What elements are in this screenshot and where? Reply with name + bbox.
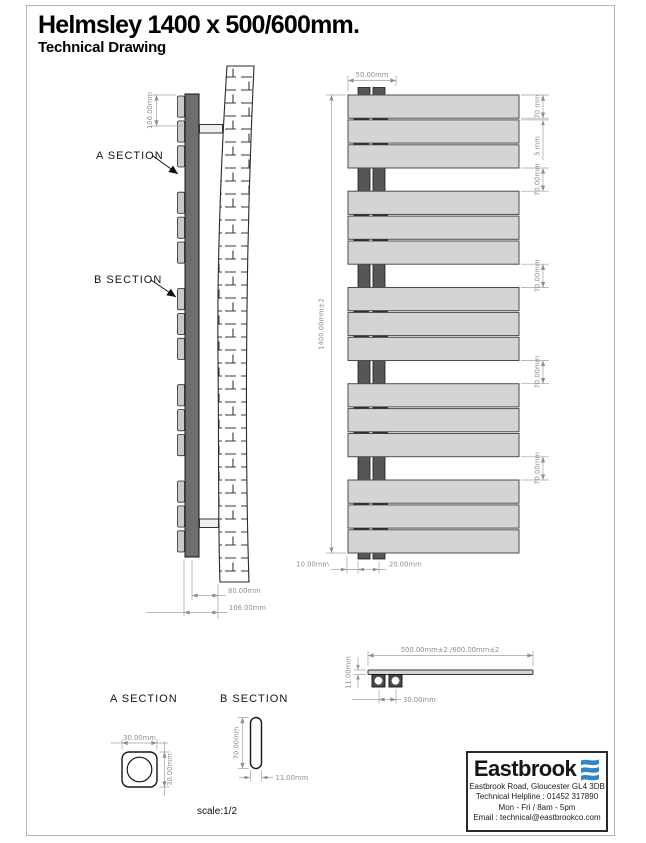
section-b-dim-height-label: 70.00mm [232, 726, 241, 760]
dim-tube-spacing-label: 30.00mm [403, 696, 436, 704]
section-b-flat-panel-profile [251, 718, 262, 769]
section-a-dim-height [160, 742, 175, 797]
section-a-callout-label: A SECTION [96, 150, 164, 162]
dim-overall-width-label: 500.00mm±2 /600.00mm±2 [400, 646, 500, 654]
dim-overall-depth-label: 106.00mm [229, 604, 267, 612]
section-a-dim-width-label: 30.00mm [123, 734, 156, 742]
dim-tube-spacing [352, 689, 436, 704]
side-view [94, 66, 266, 619]
dim-tube-span [348, 71, 396, 91]
section-a-dim-width [111, 734, 168, 750]
dim-group-gap-1-label: 70.00mm [533, 163, 542, 196]
section-a-title: A SECTION [110, 693, 178, 705]
dim-overall-width [368, 646, 533, 666]
dim-panel-thickness-label: 11.00mm [344, 656, 353, 689]
section-b-dim-width [239, 771, 309, 783]
footer-address: Eastbrook Road, Gloucester GL4 3DB [469, 782, 605, 791]
section-a-dim-height-label: 30.00mm [166, 753, 174, 786]
top-view [345, 646, 534, 704]
dim-chain-right [521, 94, 549, 485]
wall-bracket-bottom [200, 519, 219, 528]
page-title: Helmsley 1400 x 500/600mm. [38, 11, 360, 39]
section-b-callout-label: B SECTION [94, 274, 163, 286]
dim-bottom-tube-spacing-label: 20.00mm [389, 560, 422, 569]
footer-helpline: Technical Helpline : 01452 317890 [475, 792, 599, 802]
section-a-leader [153, 156, 178, 174]
wall-bracket-top [200, 125, 223, 134]
dim-bottom-offset-label: 10.00mm [296, 560, 329, 569]
brick-wall [218, 66, 254, 582]
sheet-border [27, 6, 615, 836]
section-a-bore [127, 757, 152, 782]
dim-tube-span-label: 50.00mm [355, 71, 389, 79]
eastbrook-waves-logo-icon [580, 758, 600, 781]
page-subtitle: Technical Drawing [38, 39, 167, 56]
section-b-title: B SECTION [220, 693, 289, 705]
footer-hours: Mon - Fri / 8am - 5pm [498, 802, 576, 812]
section-b-detail [220, 693, 309, 782]
radiator-side-bar [185, 94, 199, 557]
dim-overall-height [318, 95, 347, 553]
section-b-dim-width-label: 11.00mm [275, 774, 309, 782]
dim-overall-height-label: 1400.00mm±2 [317, 298, 326, 350]
front-view [296, 71, 549, 574]
brand-row [468, 756, 606, 782]
tube-1-bore [375, 677, 383, 685]
section-b-dim-height [233, 718, 249, 769]
section-b-leader [151, 280, 176, 297]
panel-top-profile [368, 670, 533, 675]
dim-group-gap-4-label: 70.00mm [533, 452, 542, 485]
dim-group-gap-2-label: 70.00mm [533, 259, 542, 293]
dim-panel-height-label: 70 mm [533, 94, 542, 119]
manufacturer-info-box [466, 751, 608, 832]
dim-wall-clearance-label: 80.00mm [228, 587, 261, 595]
tube-2-bore [392, 677, 400, 685]
brand-name: Eastbrook [473, 756, 577, 781]
panel-bars [348, 95, 519, 553]
panel-edge-stubs [178, 96, 185, 552]
footer-email: Email : technical@eastbrookco.com [473, 813, 601, 823]
scale-note: scale:1/2 [197, 806, 238, 817]
dim-panel-thickness [345, 656, 367, 689]
section-a-detail [110, 693, 178, 796]
dim-panel-gap-label: 5 mm [533, 136, 542, 156]
dim-bracket-drop-label: 100.00mm [146, 91, 154, 130]
dim-group-gap-3-label: 70.00mm [533, 355, 542, 389]
